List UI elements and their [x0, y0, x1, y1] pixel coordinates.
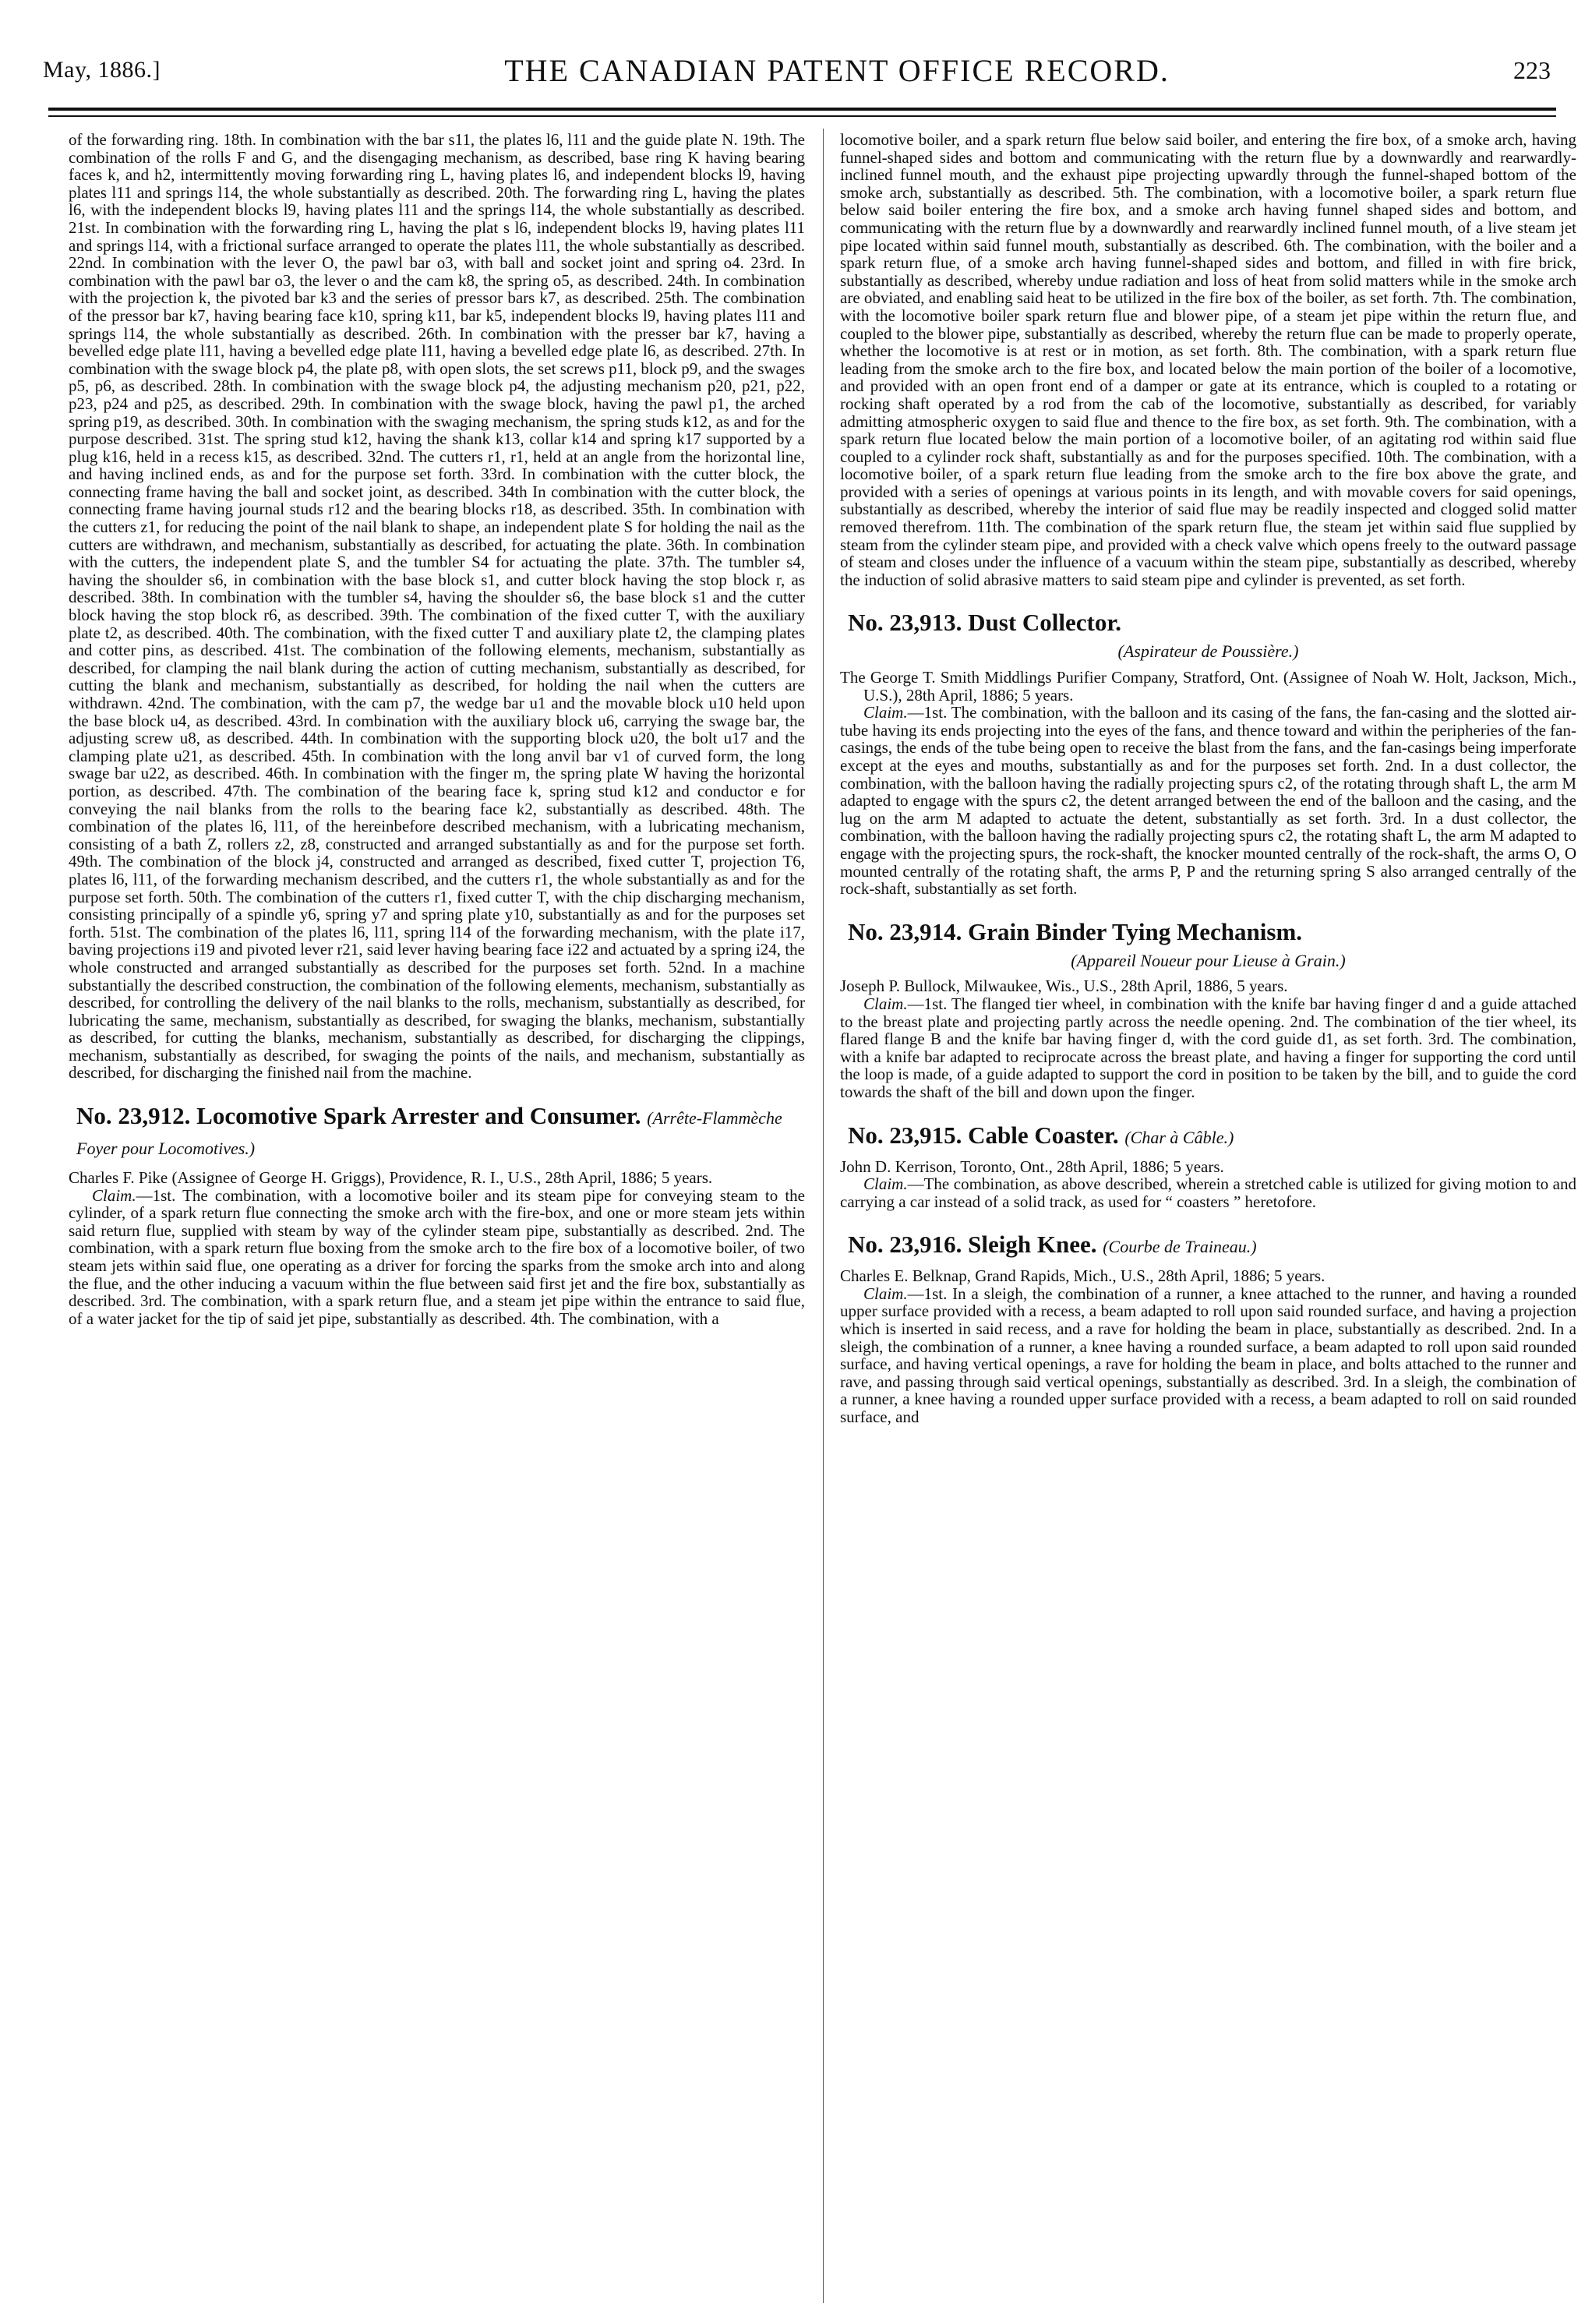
claim-label: Claim.	[863, 994, 908, 1013]
patent-claim	[840, 704, 1576, 898]
patent-title: Cable Coaster.	[968, 1121, 1119, 1149]
patent-french-title: (Aspirateur de Poussière.)	[1117, 641, 1299, 662]
claim-label: Claim.	[863, 703, 908, 722]
column-divider	[823, 129, 824, 2303]
claim-text: —1st. The combination, with the balloon and its casing of the fans, the fan-casing and the slotted air-tube having its ends projecting into the eyes of the fans, and thence toward and within the peripheries of the fan-casings, the ends of the tube being open to receive the blast from the fans, and the fan-casings being imperforate except at the eyes and mouths, substantially as and for the purposes set forth. 2nd. In a dust collector, the combination, with the balloon having the radially projecting spurs c2, of the rotating through shaft L, the arm M adapted to engage with the spurs c2, the detent arranged between the end of the balloon and the casing, and the lug on the arm M adapted to actuate the detent, substantially as set forth. 3rd. In a dust collector, the combination, with the balloon having the radially projecting spurs c2, the rotating shaft L, the arm M adapted to engage with the projecting spurs, the rock-shaft, the knocker mounted centrally of the rock-shaft, the arms O, O mounted centrally of the rotating shaft, the arms P, P and the returning spring S also arranged centrally of the rock-shaft, substantially as set forth.	[840, 703, 1576, 899]
patent-entry-23913	[840, 609, 1576, 897]
issue-date: May, 1886.]	[43, 57, 161, 83]
continued-claims: of the forwarding ring. 18th. In combination with the bar s11, the plates l6, l11 and the guide plate N. 19th. The combination of the rolls F and G, and the disengaging mechanism, as described, base ring K having bearing faces k, and h2, intermittently moving forwarding ring L, having plates l6, and independent blocks l9, having plates l11 and springs l14, the whole substantially as described. 20th. The forwarding ring L, having the plates l6, with the independent blocks l9, having plates l11 and the springs l14, the whole substantially as described. 21st. In combination with the forwarding ring L, having the plat s l6, independent blocks l9, having plates l11 and springs l14, with a frictional surface arranged to operate the plates l11, the whole substantially as described. 22nd. In combination with the lever O, the pawl bar o3, with ball and socket joint and spring o4. 23rd. In combination with the pawl bar o3, the lever o and the cam k8, the spring o5, as described. 24th. In combination with the projection k, the pivoted bar k3 and the series of pressor bars k7, as described. 25th. The combination of the pressor bar k7, having bearing face k10, spring k11, bar k5, independent blocks l9, having plates l11 and springs l14, the whole substantially as described. 26th. In combination with the presser bar k7, having a bevelled edge plate l11, having a bevelled edge plate l11, having a bevelled edge plate l6, as described. 27th. In combination with the swage block p4, the plate p8, with open slots, the set screws p11, block p9, and the swages p5, p6, as described. 28th. In combination with the swage block p4, the adjusting mechanism p20, p21, p22, p23, p24 and p25, as described. 29th. In combination with the swage block, having the pawl p1, the arched spring p19, as described. 30th. In combination with the swaging mechanism, the spring studs k12, as and for the purpose described. 31st. The spring stud k12, having the shank k13, collar k14 and spring k17 supported by a plug k16, held in a recess k15, as described. 32nd. The cutters r1, r1, held at an angle from the horizontal line, and having inclined ends, as and for the purpose set forth. 33rd. In combination with the cutter block, the connecting frame having the ball and socket joint, as described. 34th In combination with the cutter block, the connecting frame having journal studs r12 and the bearing blocks r18, as described. 35th. In combination with the cutters z1, for reducing the point of the nail blank to shape, an independent plate S for holding the nail as the cutters are withdrawn, and mechanism, substantially as described, for actuating the plate. 36th. In combination with the cutters, the independent plate S, and the tumbler S4 for actuating the plate. 37th. The tumbler s4, having the shoulder s6, in combination with the base block s1, and cutter block having the stop block r, as described. 38th. In combination with the tumbler s4, having the shoulder s6, the base block s1 and the cutter block having the stop block r6, as described. 39th. The combination of the fixed cutter T, with the auxiliary plate t2, as described. 40th. The combination, with the fixed cutter T and auxiliary plate t2, the clamping plates and cotter pins, as described. 41st. The combination of the following elements, mechanism, substantially as described, for clamping the nail blank during the action of cutting mechanism, substantially as described, for cutting the blank and mechanism, substantially as described, for holding the nail when the cutters are withdrawn. 42nd. The combination, with the cam p7, the wedge bar u1 and the movable block u10 held upon the base block u4, as described. 43rd. In combination with the auxiliary block u6, carrying the swage bar, the adjusting screw u8, as described. 44th. In combination with the supporting block u20, the bolt u17 and the clamping plate u21, as described. 45th. In combination with the long anvil bar v1 of curved form, the long swage bar u22, as described. 46th. In combination with the finger m, the spring plate W having the horizontal portion, as described. 47th. The combination of the bearing face k, spring stud k12 and conductor e for conveying the nail blanks from the rolls to the bearing face k2, substantially as described. 48th. The combination of the plates l6, l11, of the hereinbefore described mechanism, with a lubricating mechanism, consisting of a bath Z, rollers z2, z8, constructed and arranged substantially as and for the purpose set forth. 49th. The combination of the block j4, constructed and arranged as described, fixed cutter T, projection T6, plates l6, l11, of the forwarding mechanism described, and the cutters r1, the whole substantially as and for the purpose set forth. 50th. The combination of the cutters r1, fixed cutter T, with the chip discharging mechanism, consisting principally of a spindle y6, spring y7 and spring plate y10, substantially as and for the purposes set forth. 51st. The combination of the plates l6, l11, spring l14 of the forwarding mechanism, with the plate i17, baving projections i19 and pivoted lever r21, said lever having bearing face i22 and actuated by a spring i24, the whole constructed and arranged substantially as described for the purposes set forth. 52nd. In a machine substantially the described construction, the combination of the following elements, mechanism, substantially as described, for controlling the delivery of the nail blanks to the rolls, mechanism, substantially as described, for lubricating the same, mechanism, substantially as described, for swaging the blanks, mechanism, substantially as described, for cutting the blanks, mechanism, substantially as described, for discharging the clippings, mechanism, substantially as described, for swaging the points of the nails, and mechanism, substantially as described, for discharging the finished nail from the machine.	[69, 130, 805, 1083]
claim-label: Claim.	[863, 1174, 908, 1194]
patent-claim	[69, 1187, 805, 1328]
header-rule-thin	[48, 115, 1556, 117]
claim-text: —The combination, as above described, wherein a stretched cable is utilized for giving motion to and carrying a car instead of a solid track, as used for “ coasters ” heretofore.	[840, 1174, 1576, 1211]
patent-french-title: (Char à Câble.)	[1124, 1127, 1234, 1147]
patent-number: No. 23,912.	[76, 1102, 191, 1130]
continued-claims: locomotive boiler, and a spark return flue below said boiler, and entering the fire box, of a smoke arch, having funnel-shaped sides and bottom and communicating with the return flue by a downwardly and rearwardly-inclined funnel mouth, and the exhaust pipe projecting upwardly through the funnel-shaped bottom of the smoke arch, substantially as described. 5th. The combination, with a locomotive boiler, a spark return flue below said boiler entering the fire box, and a smoke arch having funnel shaped sides and bottom, and communicating with the return flue by a downwardly and rearwardly inclined funnel mouth, of a live steam jet pipe located within said funnel mouth, substantially as described. 6th. The combination, with the boiler and a spark return flue, of a smoke arch having funnel-shaped sides and bottom, and filled in with fire brick, substantially as described, whereby undue radiation and loss of heat from solid matters while in the smoke arch are obviated, and enabling said heat to be utilized in the fire box of the boiler, as set forth. 7th. The combination, with the locomotive boiler spark return flue and blower pipe, of a steam jet pipe within the return flue, and coupled to the blower pipe, substantially as described, whereby the return flue can be made to properly operate, whether the locomotive is at rest or in motion, as set forth. 8th. The combination, with a spark return flue leading from the smoke arch to the fire box, and located below the main portion of the boiler of a locomotive, and provided with an open front end of a damper or gate at its entrance, which is coupled to a rotating or rocking shaft operated by a rod from the cab of the locomotive, substantially as described, for variably admitting atmospheric oxygen to said flue and thence to the fire box, as set forth. 9th. The combination, with a spark return flue located below the main portion of a locomotive boiler, of an agitating rod within said flue coupled to a cylinder rock shaft, substantially as and for the purposes specified. 10th. The combination, with a locomotive boiler, of a spark return flue leading from the smoke arch to the fire box above the grate, and provided with a series of openings at various points in its length, and with movable covers for said openings, substantially as described, whereby the interior of said flue may be readily inspected and clogged solid matter removed therefrom. 11th. The combination of the spark return flue, the steam jet within said flue supplied by steam from the cylinder steam pipe, and provided with a check valve which opens freely to the outward passage of steam and closes under the influence of a vacuum within the steam pipe, substantially as described, whereby the induction of solid abrasive matters to said steam pipe and cylinder is prevented, as set forth.	[840, 130, 1576, 589]
patent-holder: Charles E. Belknap, Grand Rapids, Mich., U.S., 28th April, 1886; 5 years.	[840, 1266, 1325, 1286]
patent-claim	[840, 1175, 1576, 1210]
patent-french-title: (Appareil Noueur pour Lieuse à Grain.)	[1071, 950, 1346, 970]
page-number: 223	[1513, 55, 1551, 84]
claim-text: —1st. The flanged tier wheel, in combination with the knife bar having finger d and a guide attached to the breast plate and projecting partly across the needle opening. 2nd. The combination of the tier wheel, its flared flange B and the knife bar having finger d, with the cord guide d1, as set forth. 3rd. The combination, with a knife bar adapted to reciprocate across the breast plate, and having a finger for supporting the cord until the loop is made, of a guide adapted to support the cord in position to be taken by the bill, and to guide the cord towards the shaft of the bill and down upon the finger.	[840, 994, 1576, 1101]
patent-holder: Joseph P. Bullock, Milwaukee, Wis., U.S., 28th April, 1886, 5 years.	[840, 977, 1288, 996]
claim-text: —1st. The combination, with a locomotive boiler and its steam pipe for conveying steam to the cylinder, of a spark return flue connecting the smoke arch with the fire-box, and one or more steam jets within said return flue, supplied with steam by way of the cylinder steam pipe, substantially as described. 2nd. The combination, with a spark return flue boxing from the smoke arch to the fire box of a locomotive boiler, of two steam jets within said flue, one operating as a driver for forcing the sparks from the smoke arch into and along the flue, and the other inducing a vacuum within the flue between said first jet and the fire box, substantially as described. 3rd. The combination, with a spark return flue, and a steam jet pipe within the entrance to said flue, of a water jacket for the tip of said jet pipe, substantially as described. 4th. The combination, with a	[69, 1185, 805, 1328]
page-header	[43, 47, 1551, 94]
claim-text: —1st. In a sleigh, the combination of a runner, a knee attached to the runner, and having a rounded upper surface provided with a recess, a beam adapted to roll upon said rounded surface, and having a projection which is inserted in said recess, and a rave for holding the beam in place, substantially as described. 2nd. In a sleigh, the combination of a runner, a knee having a rounded surface, a beam adapted to roll upon said rounded surface, and having vertical openings, a rave for holding the beam in place, and bolts attached to the runner and rave, and passing through said vertical openings, substantially as described. 3rd. In a sleigh, the combination of a runner, a knee having a rounded upper surface provided with a recess, a beam adapted to roll on said rounded surface, and	[840, 1284, 1576, 1427]
patent-heading	[848, 1121, 1576, 1152]
patent-number: No. 23,916.	[848, 1231, 962, 1259]
patent-holder: Charles F. Pike (Assignee of George H. Griggs), Providence, R. I., U.S., 28th April, 1886; 5 years.	[69, 1168, 713, 1188]
patent-holder: John D. Kerrison, Toronto, Ont., 28th April, 1886; 5 years.	[840, 1157, 1224, 1176]
patent-entry-23914	[840, 918, 1576, 1101]
patent-holder: The George T. Smith Middlings Purifier Company, Stratford, Ont. (Assignee of Noah W. Holt, Jackson, Mich., U.S.), 28th April, 1886; 5 years.	[840, 668, 1576, 705]
header-rule-thick	[48, 108, 1556, 111]
patent-number: No. 23,913.	[848, 609, 962, 637]
patent-french-title: (Courbe de Traineau.)	[1103, 1237, 1257, 1257]
right-column	[840, 131, 1576, 1426]
patent-heading	[76, 1102, 805, 1163]
patent-french-title: (Arrête-Flammèche Foyer pour Locomotives.)	[76, 1108, 782, 1159]
publication-title: THE CANADIAN PATENT OFFICE RECORD.	[504, 52, 1170, 88]
left-column	[69, 131, 805, 1327]
patent-heading	[848, 918, 1576, 946]
patent-title: Dust Collector.	[968, 609, 1122, 637]
patent-entry-23915	[840, 1121, 1576, 1211]
patent-entry-23912	[69, 1102, 805, 1327]
patent-number: No. 23,915.	[848, 1121, 962, 1149]
patent-entry-23916	[840, 1231, 1576, 1425]
patent-title: Sleigh Knee.	[968, 1231, 1097, 1259]
patent-claim	[840, 995, 1576, 1101]
patent-number: No. 23,914.	[848, 917, 962, 945]
patent-title: Locomotive Spark Arrester and Consumer.	[196, 1102, 641, 1130]
patent-heading	[848, 1231, 1576, 1261]
claim-label: Claim.	[92, 1185, 136, 1205]
patent-heading	[848, 609, 1576, 637]
claim-label: Claim.	[863, 1284, 908, 1303]
patent-title: Grain Binder Tying Mechanism.	[968, 917, 1303, 945]
patent-claim	[840, 1285, 1576, 1426]
